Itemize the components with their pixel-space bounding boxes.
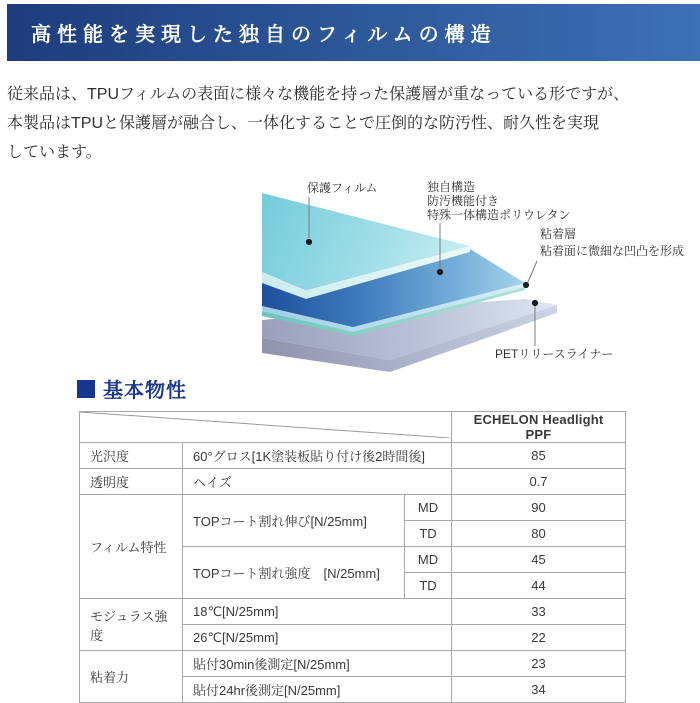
method-elongation: TOPコート割れ伸び[N/25mm] <box>183 495 405 547</box>
table-header-row <box>80 412 626 443</box>
value-strength-md: 45 <box>452 547 626 573</box>
value-adhesion-30min: 23 <box>452 651 626 677</box>
film-structure-diagram <box>220 175 690 375</box>
value-elongation-td: 80 <box>452 521 626 547</box>
property-adhesion: 粘着力 <box>80 651 183 703</box>
label-unique-structure-2: 防汚機能付き <box>427 194 500 208</box>
value-elongation-md: 90 <box>452 495 626 521</box>
property-gloss: 光沢度 <box>80 443 183 469</box>
section-heading <box>77 374 187 403</box>
method-clarity: ヘイズ <box>183 469 452 495</box>
method-modulus-18: 18℃[N/25mm] <box>183 599 452 625</box>
label-unique-structure-3: 特殊一体構造ポリウレタン <box>427 208 571 222</box>
label-protective-film: 保護フィルム <box>307 181 378 195</box>
table-row-gloss <box>80 443 626 469</box>
method-strength: TOPコート割れ強度 [N/25mm] <box>183 547 405 599</box>
dir-elongation-md: MD <box>405 495 452 521</box>
intro-paragraph <box>7 80 697 167</box>
property-film: フィルム特性 <box>80 495 183 599</box>
leader-adhesive <box>528 261 537 282</box>
diagonal-line <box>80 412 450 438</box>
method-gloss: 60°グロス[1K塗装板貼り付け後2時間後] <box>183 443 452 469</box>
table-row-modulus-18 <box>80 599 626 625</box>
dir-strength-td: TD <box>405 573 452 599</box>
property-clarity: 透明度 <box>80 469 183 495</box>
value-modulus-26: 22 <box>452 625 626 651</box>
product-column-header: ECHELON Headlight PPF <box>452 412 626 443</box>
method-adhesion-30min: 貼付30min後測定[N/25mm] <box>183 651 452 677</box>
dot-unique-structure <box>437 269 443 275</box>
table-row-clarity <box>80 469 626 495</box>
table-row-elongation-md <box>80 495 626 521</box>
value-modulus-18: 33 <box>452 599 626 625</box>
label-adhesive-2: 粘着面に微細な凹凸を形成 <box>540 244 685 258</box>
blue-square-icon <box>77 380 95 398</box>
value-strength-td: 44 <box>452 573 626 599</box>
intro-line-2: 本製品はTPUと保護層が融合し、一体化することで圧倒的な防汚性、耐久性を実現 <box>7 115 600 132</box>
page-title: 高性能を実現した独自のフィルムの構造 <box>31 24 497 46</box>
value-gloss: 85 <box>452 443 626 469</box>
dir-strength-md: MD <box>405 547 452 573</box>
method-modulus-26: 26℃[N/25mm] <box>183 625 452 651</box>
dot-adhesive <box>523 282 529 288</box>
property-modulus: モジュラス強度 <box>80 599 183 651</box>
spec-table-wrapper <box>79 411 626 703</box>
section-title: 基本物性 <box>103 380 187 402</box>
label-adhesive-1: 粘着層 <box>540 227 577 241</box>
method-adhesion-24hr: 貼付24hr後測定[N/25mm] <box>183 677 452 703</box>
spec-table <box>79 411 626 703</box>
value-adhesion-24hr: 34 <box>452 677 626 703</box>
dot-protective-film <box>306 239 312 245</box>
header-banner <box>7 4 700 61</box>
intro-line-3: しています。 <box>7 144 102 161</box>
table-row-adhesion-30min <box>80 651 626 677</box>
label-release-liner: PETリリースライナー <box>495 347 614 361</box>
label-unique-structure-1: 独自構造 <box>427 180 476 194</box>
header-corner-cell <box>80 412 452 443</box>
dir-elongation-td: TD <box>405 521 452 547</box>
dot-release-liner <box>532 300 538 306</box>
value-clarity: 0.7 <box>452 469 626 495</box>
intro-line-1: 従来品は、TPUフィルムの表面に様々な機能を持った保護層が重なっている形ですが、 <box>7 86 630 103</box>
